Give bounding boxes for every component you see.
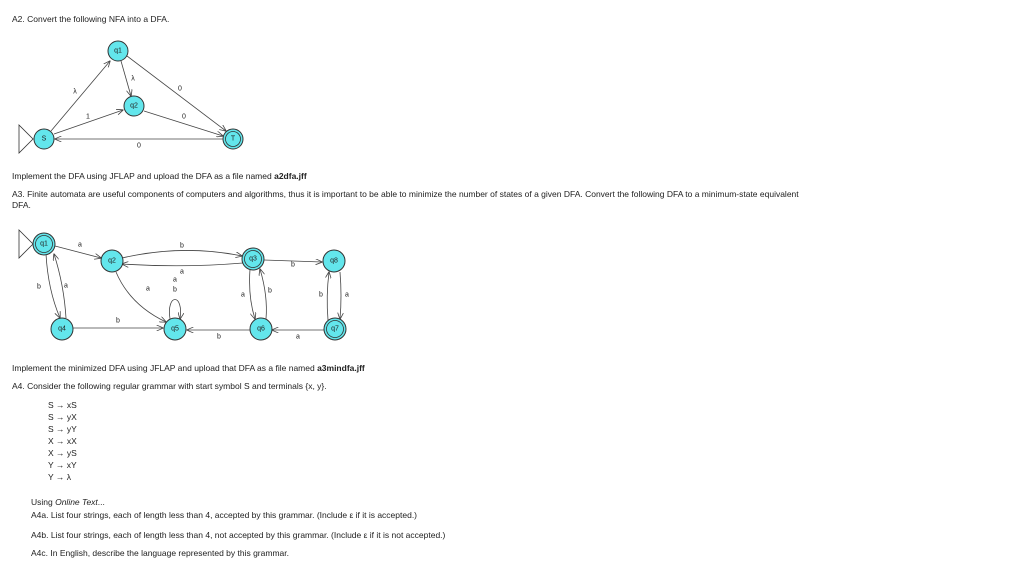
dfa-edge-q6-q3-label: b [268, 287, 272, 295]
dfa-state-q1-label: q1 [40, 240, 48, 248]
production: S → yY [48, 424, 77, 434]
nfa-state-q1-label: q1 [114, 47, 122, 55]
a3-implement-text: Implement the minimized DFA using JFLAP and upload that DFA as a file named [12, 363, 318, 373]
dfa-edge-q6-q5-label: b [217, 333, 221, 341]
a2-filename: a2dfa.jff [274, 171, 307, 181]
production: X → xX [48, 436, 77, 446]
dfa-edge-q2-q3-label: b [180, 242, 184, 250]
question-a4b: A4b. List four strings, each of length less than 4, not accepted by this grammar. (Include ε if it is not accepted.) [31, 530, 446, 540]
dfa-edge-q3-q6-label: a [241, 291, 245, 299]
dfa-edge-q8-q7 [340, 272, 341, 319]
start-state-marker [19, 125, 33, 153]
production: X → yS [48, 448, 77, 458]
nfa-edge-s-q1 [51, 61, 110, 131]
dfa-state-q2-label: q2 [108, 257, 116, 265]
dfa-edge-q7-q8-label: b [319, 291, 323, 299]
dfa-edge-q4-q1-label: a [64, 282, 68, 290]
nfa-edge-q1-q2-label: λ [131, 75, 135, 83]
dfa-edge-q1-q4 [46, 254, 60, 318]
nfa-diagram [19, 41, 243, 153]
dfa-edge-q3-q6 [250, 269, 255, 319]
nfa-edge-t-s-label: 0 [137, 142, 141, 150]
question-a3: A3. Finite automata are useful components of computers and algorithms, thus it is important to be able to minimize the number of states of a given DFA. Convert the following DFA to a minimum-state equivalent DFA. [12, 189, 799, 210]
dfa-edge-q1-q4-label: b [37, 283, 41, 291]
dfa-state-q5-label: q5 [171, 325, 179, 333]
dfa-edge-q8-q7-label: a [345, 291, 349, 299]
dfa-edge-q3-q8-label: b [291, 261, 295, 269]
nfa-edge-s-q2-label: 1 [86, 113, 90, 121]
production: Y → xY [48, 460, 77, 470]
online-post: ... [97, 497, 105, 507]
dfa-diagram [19, 230, 349, 341]
start-state-marker [19, 230, 33, 258]
online-pre: Using [31, 497, 56, 507]
nfa-edge-s-q1-label: λ [73, 88, 77, 96]
dfa-edge-q5-loop [169, 300, 180, 320]
nfa-edge-q2-t-label: 0 [182, 113, 186, 121]
dfa-edge-q2-q5 [116, 272, 166, 322]
dfa-state-q4-label: q4 [58, 325, 66, 333]
dfa-state-q3-label: q3 [249, 255, 257, 263]
nfa-edge-q1-t [127, 56, 226, 131]
nfa-state-t-label: T [230, 135, 236, 143]
question-a4a: A4a. List four strings, each of length less than 4, accepted by this grammar. (Include ε if it is accepted.) [31, 510, 418, 520]
dfa-edge-q6-q3 [260, 269, 266, 319]
dfa-edge-q5-loop-label-a: a [173, 276, 177, 284]
dfa-edge-q3-q2-label: a [180, 268, 184, 276]
dfa-edge-q4-q5-label: b [116, 317, 120, 325]
nfa-edge-q1-t-label: 0 [178, 85, 182, 93]
nfa-state-q2-label: q2 [130, 102, 138, 110]
dfa-edge-q1-q2-label: a [78, 241, 82, 249]
dfa-edge-q2-q5-label: a [146, 285, 150, 293]
dfa-edge-q5-loop-label-b: b [173, 286, 177, 294]
a3-filename: a3mindfa.jff [317, 363, 365, 373]
dfa-state-q8-label: q8 [330, 257, 338, 265]
question-a4: A4. Consider the following regular grammar with start symbol S and terminals {x, y}. [12, 381, 327, 391]
dfa-edge-q7-q8 [327, 272, 329, 320]
dfa-state-q6-label: q6 [257, 325, 265, 333]
question-a2: A2. Convert the following NFA into a DFA. [12, 14, 170, 24]
a2-implement-text: Implement the DFA using JFLAP and upload the DFA as a file named [12, 171, 275, 181]
question-a4c: A4c. In English, describe the language represented by this grammar. [31, 548, 289, 558]
production: S → xS [48, 400, 77, 410]
nfa-state-s-label: S [41, 135, 47, 143]
online-ital: Online Text [55, 497, 98, 507]
production: S → yX [48, 412, 77, 422]
dfa-edge-q7-q6-label: a [296, 333, 300, 341]
dfa-state-q7-label: q7 [331, 325, 339, 333]
production: Y → λ [48, 472, 71, 482]
dfa-edge-q2-q3 [122, 250, 242, 258]
nfa-edge-q1-q2 [121, 61, 131, 96]
dfa-edge-q3-q2 [122, 263, 243, 266]
